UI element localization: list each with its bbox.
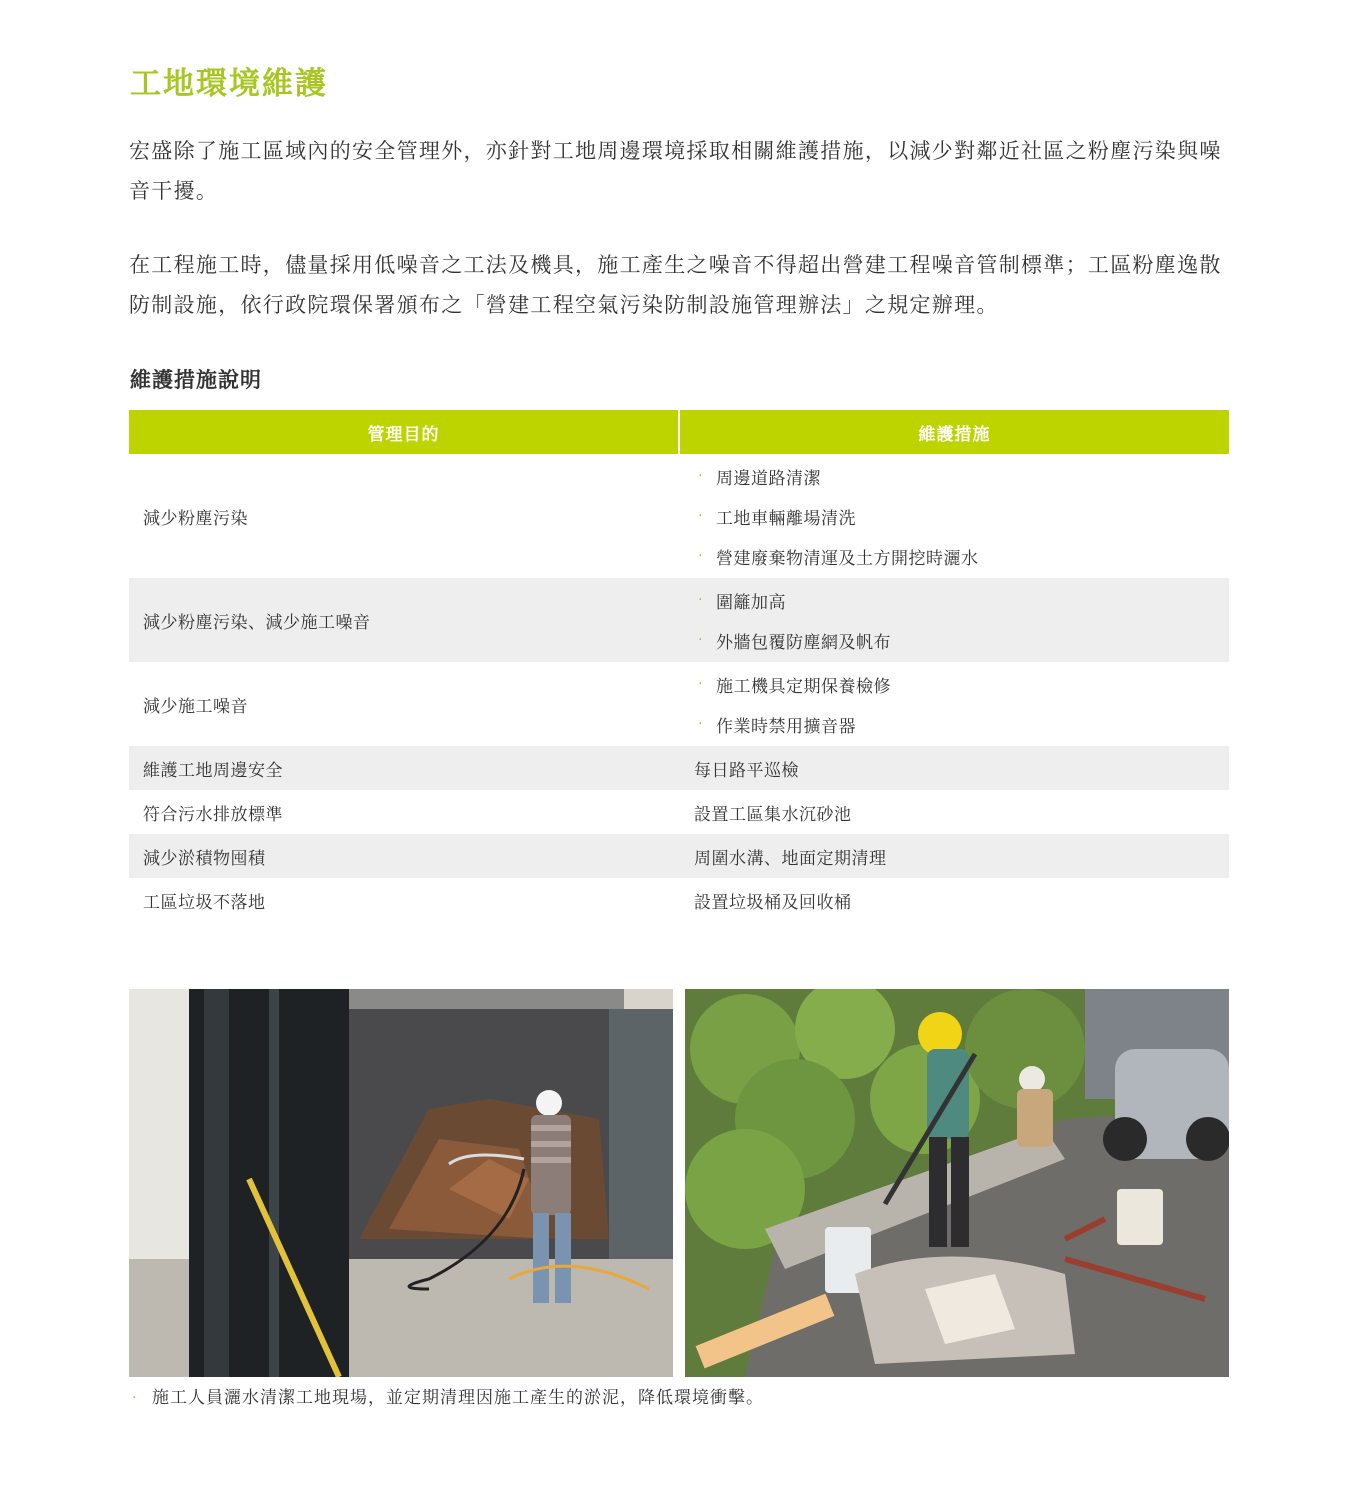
measures-table bbox=[129, 410, 1229, 922]
bullet-icon: · bbox=[698, 716, 703, 732]
measure-cell: 周圍水溝、地面定期清理 bbox=[680, 834, 1229, 878]
bullet-icon: · bbox=[698, 468, 703, 484]
table-header bbox=[129, 410, 1229, 454]
bullet-icon: · bbox=[698, 676, 703, 692]
measures-cell bbox=[680, 662, 1229, 746]
measures-cell bbox=[680, 578, 1229, 662]
section-title: 維護措施說明 bbox=[130, 368, 262, 392]
measure-cell: 設置工區集水沉砂池 bbox=[694, 804, 852, 825]
measure-item bbox=[694, 456, 1229, 496]
measure-text: 圍籬加高 bbox=[716, 592, 786, 613]
measure-item bbox=[694, 536, 1229, 576]
purpose-cell: 減少粉塵污染 bbox=[143, 508, 248, 529]
bullet-icon: · bbox=[698, 592, 703, 608]
bullet-icon: · bbox=[132, 1390, 138, 1406]
measure-item bbox=[694, 496, 1229, 536]
table-row bbox=[129, 878, 1229, 922]
table-row bbox=[129, 790, 1229, 834]
measure-item bbox=[694, 620, 1229, 660]
ditch-cleaning-illustration bbox=[685, 989, 1229, 1377]
measure-text: 作業時禁用擴音器 bbox=[716, 716, 856, 737]
measure-text: 周邊道路清潔 bbox=[716, 468, 821, 489]
header-measures: 維護措施 bbox=[680, 410, 1229, 454]
measure-cell: 每日路平巡檢 bbox=[680, 746, 1229, 790]
table-row bbox=[129, 746, 1229, 790]
worker-spraying-illustration bbox=[129, 989, 673, 1377]
purpose-cell: 減少粉塵污染、減少施工噪音 bbox=[129, 578, 678, 662]
purpose-cell: 工區垃圾不落地 bbox=[143, 892, 266, 913]
measure-text: 外牆包覆防塵網及帆布 bbox=[716, 632, 891, 653]
caption-text: 施工人員灑水清潔工地現場，並定期清理因施工產生的淤泥，降低環境衝擊。 bbox=[152, 1388, 764, 1408]
measure-text: 工地車輛離場清洗 bbox=[716, 508, 856, 529]
table-row bbox=[129, 578, 1229, 662]
bullet-icon: · bbox=[698, 508, 703, 524]
purpose-cell: 減少淤積物囤積 bbox=[129, 834, 678, 878]
purpose-cell: 減少施工噪音 bbox=[143, 696, 248, 717]
measure-text: 營建廢棄物清運及土方開挖時灑水 bbox=[716, 548, 979, 569]
intro-paragraph: 宏盛除了施工區域內的安全管理外，亦針對工地周邊環境採取相關維護措施，以減少對鄰近社區之粉塵污染與噪音干擾。 bbox=[129, 139, 1222, 203]
purpose-cell: 維護工地周邊安全 bbox=[129, 746, 678, 790]
bullet-icon: · bbox=[698, 632, 703, 648]
bullet-icon: · bbox=[698, 548, 703, 564]
measure-cell: 設置垃圾桶及回收桶 bbox=[694, 892, 852, 913]
purpose-cell: 符合污水排放標準 bbox=[143, 804, 283, 825]
header-purpose: 管理目的 bbox=[129, 410, 678, 454]
measure-item bbox=[694, 664, 1229, 704]
table-row bbox=[129, 834, 1229, 878]
photo-caption bbox=[132, 1385, 764, 1411]
table-row bbox=[129, 662, 1229, 746]
regulation-paragraph: 在工程施工時，儘量採用低噪音之工法及機具，施工產生之噪音不得超出營建工程噪音管制標準；工區粉塵逸散防制設施，依行政院環保署頒布之「營建工程空氣污染防制設施管理辦法」之規定辦理。 bbox=[129, 253, 1222, 317]
table-row bbox=[129, 454, 1229, 578]
ditch-cleaning-photo bbox=[685, 989, 1229, 1377]
measure-text: 施工機具定期保養檢修 bbox=[716, 676, 891, 697]
measure-item bbox=[694, 580, 1229, 620]
measure-item bbox=[694, 704, 1229, 744]
measures-cell bbox=[680, 454, 1229, 578]
page-title: 工地環境維護 bbox=[130, 66, 328, 102]
worker-spraying-photo bbox=[129, 989, 673, 1377]
